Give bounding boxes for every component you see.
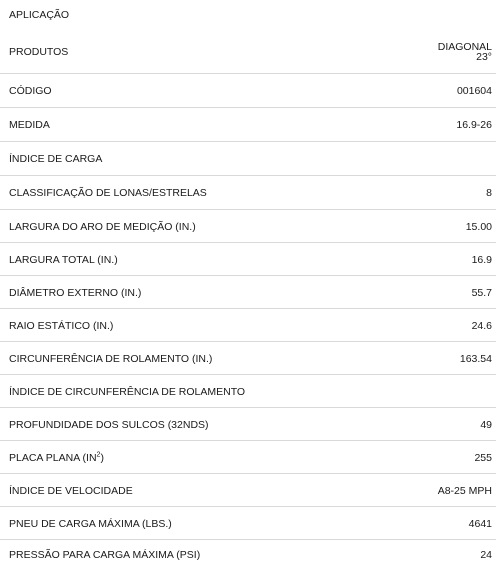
spec-value: 16.9: [471, 253, 492, 266]
spec-row-profundidade-sulcos: [0, 408, 496, 441]
spec-value: [438, 42, 492, 62]
spec-row-indice-de-carga: [0, 142, 496, 176]
spec-label: CIRCUNFERÊNCIA DE ROLAMENTO (IN.): [9, 352, 213, 365]
spec-label: PRODUTOS: [9, 46, 69, 58]
spec-value: 24: [480, 549, 492, 561]
spec-label: PRESSÃO PARA CARGA MÁXIMA (PSI): [9, 549, 201, 561]
spec-label: DIÂMETRO EXTERNO (IN.): [9, 286, 142, 299]
spec-value-line: 23°: [476, 51, 492, 63]
spec-row-indice-circunferencia: [0, 375, 496, 408]
spec-value: 255: [474, 451, 492, 464]
spec-row-raio-estatico: [0, 309, 496, 342]
spec-row-codigo: [0, 74, 496, 108]
spec-label-prefix: PLACA PLANA (IN: [9, 451, 97, 464]
spec-label: ÍNDICE DE CIRCUNFERÊNCIA DE ROLAMENTO: [9, 385, 246, 398]
spec-value-line: DIAGONAL: [437, 41, 492, 53]
spec-value: A8-25 MPH: [437, 484, 492, 497]
spec-label: LARGURA DO ARO DE MEDIÇÃO (IN.): [9, 220, 196, 233]
spec-label: PNEU DE CARGA MÁXIMA (LBS.): [9, 517, 172, 530]
spec-row-aplicacao: [0, 0, 496, 30]
spec-row-pneu-carga-maxima: [0, 507, 496, 540]
spec-row-placa-plana: [0, 441, 496, 474]
spec-row-largura-aro: [0, 210, 496, 243]
spec-row-produtos: [0, 30, 496, 74]
superscript: 2: [96, 451, 101, 458]
spec-label: [9, 452, 104, 464]
spec-label: MEDIDA: [9, 119, 50, 131]
spec-value: 16.9-26: [456, 119, 492, 131]
spec-label: CÓDIGO: [9, 85, 52, 97]
spec-row-classificacao-lonas: [0, 176, 496, 210]
spec-value: 4641: [468, 517, 492, 530]
spec-row-medida: [0, 108, 496, 142]
spec-value: 15.00: [465, 220, 492, 233]
spec-label: ÍNDICE DE VELOCIDADE: [9, 484, 133, 497]
spec-label: CLASSIFICAÇÃO DE LONAS/ESTRELAS: [9, 187, 207, 199]
spec-value: 55.7: [471, 286, 492, 299]
spec-value: 163.54: [459, 352, 492, 365]
spec-value: 49: [480, 418, 492, 431]
spec-row-largura-total: [0, 243, 496, 276]
spec-value: 8: [486, 187, 492, 199]
spec-label: RAIO ESTÁTICO (IN.): [9, 319, 114, 332]
spec-row-pressao-carga-maxima: [0, 540, 496, 570]
spec-row-circunferencia-rolamento: [0, 342, 496, 375]
spec-label: ÍNDICE DE CARGA: [9, 153, 103, 165]
spec-value: 001604: [456, 85, 492, 97]
spec-label: APLICAÇÃO: [9, 9, 70, 21]
spec-label: PROFUNDIDADE DOS SULCOS (32NDS): [9, 418, 209, 431]
spec-row-indice-velocidade: [0, 474, 496, 507]
spec-label: LARGURA TOTAL (IN.): [9, 253, 118, 266]
spec-value: 24.6: [471, 319, 492, 332]
spec-row-diametro-externo: [0, 276, 496, 309]
spec-label-suffix: ): [100, 451, 104, 464]
